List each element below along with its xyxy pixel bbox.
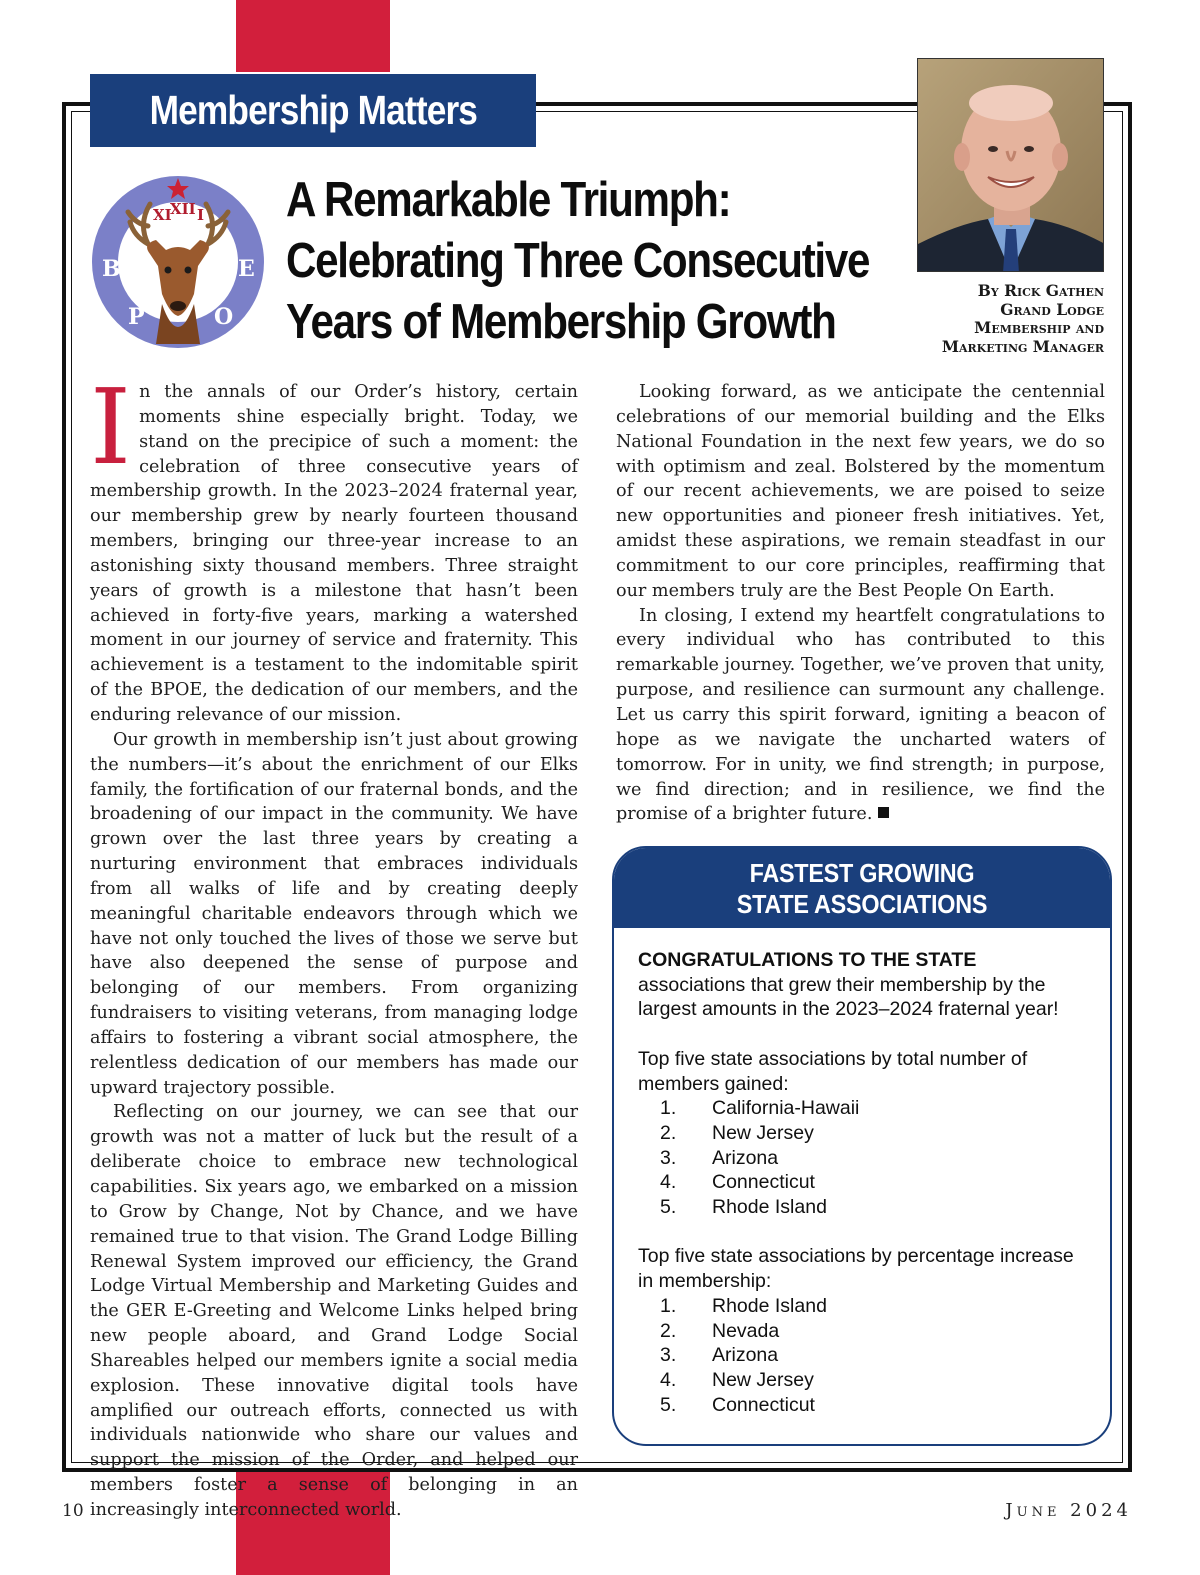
headline-line-3: Years of Membership Growth: [286, 295, 836, 349]
elk-clock-seal-icon: [90, 174, 266, 350]
article-paragraph-1: [90, 366, 578, 728]
list-item: [638, 1146, 1086, 1171]
sidebar-intro: [638, 948, 1086, 1022]
end-mark-icon: [878, 807, 889, 818]
list-item: [638, 1319, 1086, 1344]
article-paragraph-5-text: In closing, I extend my heartfelt congratulations to every individual who has contributed to this remarkable journey. Together, we’ve proven that unity, purpose, and resilience can surmount any challenge. Let us carry this spirit forward, igniting a beacon of hope as we navigate the uncharted waters of tomorrow. For in unity, we find strength; in purpose, we find direction; and in resilience, we find the promise of a brighter future.: [616, 605, 1105, 825]
list-item-number: 2.: [660, 1319, 677, 1342]
list-item-number: 1.: [660, 1097, 677, 1120]
page-number: 10: [62, 1501, 84, 1521]
list-item: [638, 1294, 1086, 1319]
seal-numeral-xi: XI: [153, 206, 172, 224]
list-item-number: 5.: [660, 1393, 677, 1416]
article-paragraph-3: Reflecting on our journey, we can see that our growth was not a matter of luck but the result of a deliberate choice to embrace new technological capabilities. Six years ago, we embarked on a mission to Grow by Change, Not by Chance, and we have remained true to that vision. The Grand Lodge Billing Renewal System improved our efficiency, the Grand Lodge Virtual Membership and Marketing Guides and the GER E-Greeting and Welcome Links helped bring new people aboard, and Grand Lodge Social Shareables helped our members ignite a social media explosion. These innovative digital tools have amplified our outreach efforts, connected us with individuals nationwide who share our values and support the mission of the Order, and helped our members foster a sense of belonging in an increasingly interconnected world.: [90, 1102, 578, 1520]
byline-title-3: Marketing Manager: [941, 336, 1104, 356]
list-item-name: New Jersey: [712, 1368, 814, 1391]
headline: [286, 170, 926, 353]
list-item-name: New Jersey: [712, 1121, 814, 1144]
list-item-name: Rhode Island: [712, 1294, 827, 1317]
list-item-name: Connecticut: [712, 1393, 815, 1416]
list-1: [638, 1096, 1086, 1220]
sidebar-intro-rest: associations that grew their membership by the largest amounts in the 2023–2024 fraternal year!: [638, 973, 1059, 1021]
list-item: [638, 1393, 1086, 1418]
red-stripe-top: [236, 0, 390, 72]
list-item-number: 1.: [660, 1294, 677, 1317]
list-item-number: 5.: [660, 1196, 677, 1219]
seal-letter-o: O: [214, 304, 234, 330]
sidebar-header: [614, 848, 1110, 928]
article-paragraph-2: Our growth in membership isn’t just about growing the numbers—it’s about the enrichment of our Elks family, the fortification of our fraternal bonds, and the broadening of our impact in the community. We have grown over the last three years by creating a nurturing environment that embraces individuals from all walks of life and by creating deeply meaningful charitable endeavors through which we have not only touched the lives of those we serve but have also deepened the sense of purpose and belonging of our members. From organizing fundraisers to visiting veterans, from managing lodge affairs to fostering a vibrant social atmosphere, the relentless dedication of our members has made our upward trajectory possible.: [90, 729, 578, 1098]
byline-title-1: Grand Lodge: [1000, 299, 1104, 319]
list-item-number: 4.: [660, 1171, 677, 1194]
article-paragraph-5: [616, 604, 1105, 828]
sidebar-body: [614, 928, 1110, 1417]
list-item-number: 4.: [660, 1368, 677, 1391]
article-paragraph-1-text: n the annals of our Order’s history, certain moments shine especially bright. Today, we stand on the precipice of such a moment: the celebration of three consecutive years of membership growth. In the 2023–2024 fraternal year, our membership grew by nearly fourteen thousand members, bringing our three-year increase to an astonishing sixty thousand members. Three straight years of growth is a milestone that hasn’t been achieved in forty-five years, marking a watershed moment in our journey of service and fraternity. This achievement is a testament to the indomitable spirit of the BPOE, the dedication of our members, and the enduring relevance of our mission.: [90, 382, 578, 725]
list-item-number: 2.: [660, 1121, 677, 1144]
list-item: [638, 1121, 1086, 1146]
fastest-growing-sidebar: [612, 846, 1112, 1446]
author-portrait-icon: [918, 59, 1104, 272]
list-item-name: Arizona: [712, 1146, 779, 1169]
byline-author: By Rick Gathen: [977, 281, 1104, 300]
byline-title-2: Membership and: [974, 318, 1104, 337]
headline-line-1: A Remarkable Triumph:: [286, 173, 731, 227]
sidebar-title-line-2: STATE ASSOCIATIONS: [736, 889, 988, 919]
list-item: [638, 1195, 1086, 1220]
list-2-heading: Top five state associations by percentage increase in membership:: [638, 1245, 1074, 1293]
article-paragraph-4: Looking forward, as we anticipate the centennial celebrations of our memorial building and the Elks National Foundation in the next few years, we do so with optimism and zeal. Bolstered by the momentum of our recent achievements, we are poised to seize new opportunities and pioneer fresh initiatives. Yet, amidst these aspirations, we remain steadfast in our commitment to our core principles, reaffirming that our members truly are the Best People On Earth.: [616, 382, 1105, 601]
list-item-name: Connecticut: [712, 1171, 815, 1194]
seal-letter-p: P: [128, 304, 145, 330]
seal-letter-b: B: [102, 256, 121, 282]
author-photo: [917, 58, 1104, 272]
section-banner: [90, 74, 536, 147]
list-item: [638, 1343, 1086, 1368]
list-2: [638, 1294, 1086, 1418]
section-banner-label: Membership Matters: [149, 87, 477, 133]
list-item: [638, 1368, 1086, 1393]
list-item-name: Rhode Island: [712, 1196, 827, 1219]
issue-date: June 2024: [1005, 1500, 1132, 1521]
list-item-number: 3.: [660, 1344, 677, 1367]
seal-numeral-i: I: [197, 206, 205, 224]
list-item: [638, 1170, 1086, 1195]
list-item-name: California-Hawaii: [712, 1097, 860, 1120]
article-column-left: [90, 366, 578, 1523]
list-item-name: Arizona: [712, 1344, 779, 1367]
headline-line-2: Celebrating Three Consecutive: [286, 234, 870, 288]
sidebar-title-line-1: FASTEST GROWING: [749, 858, 975, 888]
article-column-right: [616, 380, 1105, 827]
sidebar-intro-bold: CONGRATULATIONS TO THE STATE: [638, 949, 977, 971]
seal-letter-e: E: [238, 256, 255, 282]
drop-cap: I: [90, 366, 132, 488]
list-1-heading: Top five state associations by total number of members gained:: [638, 1047, 1028, 1095]
list-item-name: Nevada: [712, 1319, 780, 1342]
list-item-number: 3.: [660, 1146, 677, 1169]
seal-numeral-xii: XII: [170, 200, 196, 218]
list-item: [638, 1096, 1086, 1121]
